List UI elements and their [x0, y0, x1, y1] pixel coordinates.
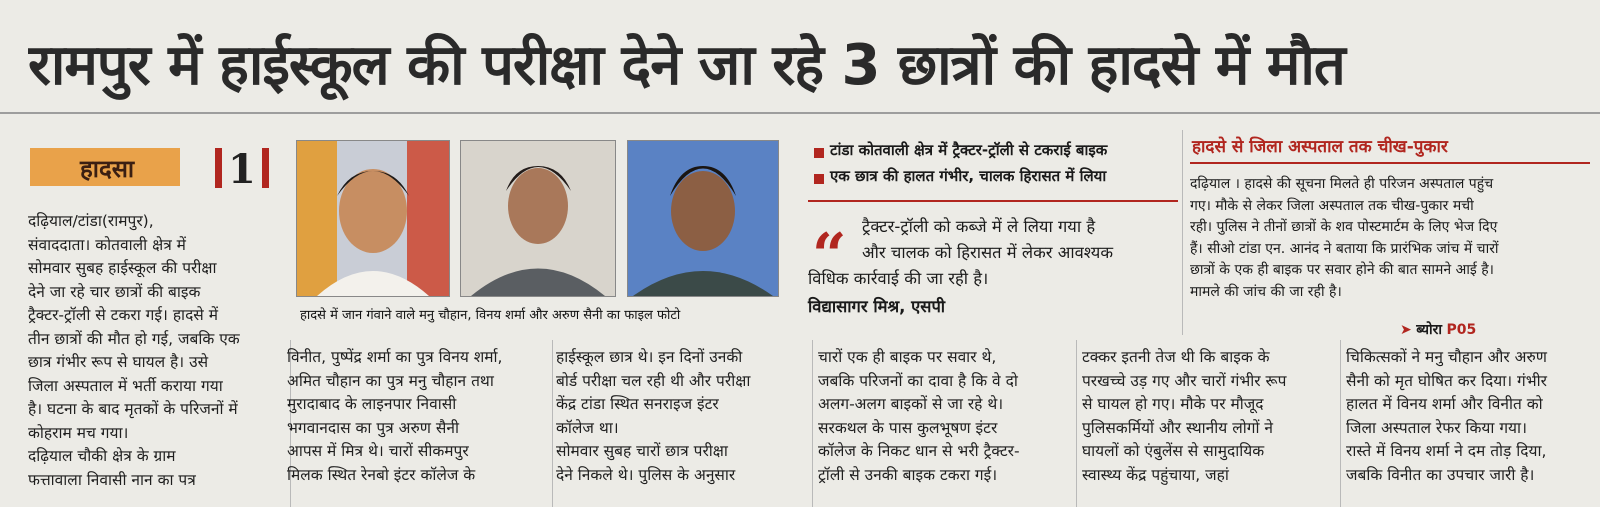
- article-column-3: [556, 346, 808, 487]
- article-line: आपस में मित्र थे। चारों सीकमपुर: [287, 442, 469, 460]
- article-line: कॉलेज था।: [556, 418, 619, 437]
- photo-manu-chauhan: [296, 140, 450, 297]
- quote-line-3: विधिक कार्रवाई की जा रही है।: [808, 269, 989, 288]
- article-line: संवाददाता। कोतवाली क्षेत्र में: [28, 235, 186, 254]
- section-tag-number: 1: [228, 146, 256, 193]
- sidebar-body: [1190, 174, 1595, 303]
- column-divider: [552, 340, 553, 507]
- column-divider: [1076, 340, 1077, 507]
- article-line: मिलक स्थित रेनबो इंटर कॉलेज के: [287, 465, 476, 484]
- highlight-bullet: [814, 174, 824, 184]
- section-tag-bar-right: [262, 148, 269, 188]
- article-line: जबकि विनीत का उपचार जारी है।: [1346, 465, 1535, 484]
- column-divider: [812, 340, 813, 507]
- highlight-2: एक छात्र की हालत गंभीर, चालक हिरासत में लिया: [830, 167, 1107, 185]
- article-line: जबकि परिजनों का दावा है कि वे दो: [818, 371, 1018, 390]
- article-line: चिकित्सकों ने मनु चौहान और अरुण: [1346, 348, 1547, 366]
- article-line: सैनी को मृत घोषित कर दिया। गंभीर: [1346, 371, 1548, 390]
- article-line: जिला अस्पताल में भर्ती कराया गया: [28, 376, 223, 395]
- quote-mark-icon: “: [812, 221, 847, 291]
- highlight-bullet: [814, 148, 824, 158]
- article-line: देने निकले थे। पुलिस के अनुसार: [556, 465, 736, 484]
- sidebar-line: दढ़ियाल । हादसे की सूचना मिलते ही परिजन अस्पताल पहुंच: [1190, 176, 1494, 192]
- sidebar-line: गए। मौके से लेकर जिला अस्पताल तक चीख-पुकार मची: [1190, 197, 1474, 214]
- sidebar-divider: [1182, 130, 1183, 335]
- article-line: ट्रैक्टर-ट्रॉली से टकरा गई। हादसे में: [28, 306, 218, 324]
- section-tag-label: हादसा: [80, 155, 135, 183]
- quote-line-2: और चालक को हिरासत में लेकर आवश्यक: [862, 243, 1114, 262]
- quote-line-1: ट्रैक्टर-ट्रॉली को कब्जे में ले लिया गया है: [862, 217, 1096, 236]
- photo-arun-saini: [627, 140, 779, 297]
- highlight-rule: [808, 200, 1178, 202]
- article-line: सरकथल के पास कुलभूषण इंटर: [818, 418, 998, 437]
- photo-vinay-sharma: [460, 140, 616, 297]
- article-line: रास्ते में विनय शर्मा ने दम तोड़ दिया,: [1346, 442, 1547, 460]
- article-line: टक्कर इतनी तेज थी कि बाइक के: [1082, 348, 1270, 366]
- headline: रामपुर में हाईस्कूल की परीक्षा देने जा रहे 3 छात्रों की हादसे में मौत: [28, 33, 1345, 98]
- photo-caption: हादसे में जान गंवाने वाले मनु चौहान, विनय शर्मा और अरुण सैनी का फाइल फोटो: [300, 308, 681, 323]
- article-line: देने जा रहे चार छात्रों की बाइक: [28, 282, 201, 301]
- highlight-1: टांडा कोतवाली क्षेत्र में ट्रैक्टर-ट्रॉली से टकराई बाइक: [830, 141, 1108, 159]
- sidebar-line: मामले की जांच की जा रही है।: [1190, 283, 1342, 300]
- article-line: भगवानदास का पुत्र अरुण सैनी: [287, 418, 459, 437]
- article-line: मुरादाबाद के लाइनपार निवासी: [287, 395, 457, 413]
- article-line: है। घटना के बाद मृतकों के परिजनों में: [28, 400, 238, 418]
- article-line: छात्र गंभीर रूप से घायल है। उसे: [28, 353, 209, 371]
- article-line: कोहराम मच गया।: [28, 423, 129, 442]
- article-line: सोमवार सुबह हाईस्कूल की परीक्षा: [28, 259, 217, 277]
- article-line: चारों एक ही बाइक पर सवार थे,: [818, 348, 997, 366]
- sidebar-line: छात्रों के एक ही बाइक पर सवार होने की बात सामने आई है।: [1190, 262, 1494, 278]
- quote-attribution: विद्यासागर मिश्र, एसपी: [808, 297, 946, 316]
- article-line: स्वास्थ्य केंद्र पहुंचाया, जहां: [1082, 465, 1229, 484]
- article-line: घायलों को एंबुलेंस से सामुदायिक: [1082, 442, 1265, 460]
- article-line: परखच्चे उड़ गए और चारों गंभीर रूप: [1082, 371, 1287, 390]
- article-line: बोर्ड परीक्षा चल रही थी और परीक्षा: [556, 371, 751, 390]
- sidebar-heading: हादसे से जिला अस्पताल तक चीख-पुकार: [1192, 137, 1448, 157]
- article-line: अलग-अलग बाइकों से जा रहे थे।: [818, 395, 1004, 413]
- article-line: दढ़ियाल चौकी क्षेत्र के ग्राम: [28, 447, 176, 465]
- article-line: कॉलेज के निकट धान से भरी ट्रैक्टर-: [818, 442, 1020, 460]
- sidebar-ref-label: ब्योरा: [1416, 322, 1442, 338]
- article-line: ट्रॉली से उनकी बाइक टकरा गई।: [818, 465, 998, 484]
- article-line: विनीत, पुष्पेंद्र शर्मा का पुत्र विनय शर्मा,: [287, 348, 503, 366]
- article-line: हाईस्कूल छात्र थे। इन दिनों उनकी: [556, 348, 743, 366]
- sidebar-line: हैं। सीओ टांडा एन. आनंद ने बताया कि प्रारंभिक जांच में चारों: [1190, 240, 1499, 257]
- article-line: सोमवार सुबह चारों छात्र परीक्षा: [556, 442, 728, 460]
- article-line: हालत में विनय शर्मा और विनीत को: [1346, 395, 1543, 413]
- article-line: केंद्र टांडा स्थित सनराइज इंटर: [556, 395, 719, 413]
- article-line: तीन छात्रों की मौत हो गई, जबकि एक: [28, 329, 240, 348]
- article-column-2: [287, 346, 549, 487]
- sidebar-reference: [1400, 320, 1476, 342]
- article-column-6: [1346, 346, 1600, 487]
- article-line: पुलिसकर्मियों और स्थानीय लोगों ने: [1082, 418, 1274, 437]
- column-divider: [1340, 340, 1341, 507]
- sidebar-ref-page: P05: [1446, 322, 1477, 338]
- article-line: से घायल हो गए। मौके पर मौजूद: [1082, 395, 1264, 413]
- article-line: जिला अस्पताल रेफर किया गया।: [1346, 418, 1527, 437]
- headline-rule: [0, 112, 1600, 114]
- article-line: अमित चौहान का पुत्र मनु चौहान तथा: [287, 371, 494, 390]
- article-column-1: [28, 210, 280, 492]
- section-tag-bar-left: [215, 148, 222, 188]
- article-column-4: [818, 346, 1074, 487]
- pointer-icon: ➤: [1400, 322, 1412, 338]
- article-line: दढ़ियाल/टांडा(रामपुर),: [28, 212, 154, 230]
- article-column-5: [1082, 346, 1338, 487]
- sidebar-line: रही। पुलिस ने तीनों छात्रों के शव पोस्टमार्टम के लिए भेज दिए: [1190, 219, 1498, 235]
- sidebar-heading-rule: [1190, 162, 1590, 164]
- article-line: फत्तावाला निवासी नान का पत्र: [28, 470, 196, 489]
